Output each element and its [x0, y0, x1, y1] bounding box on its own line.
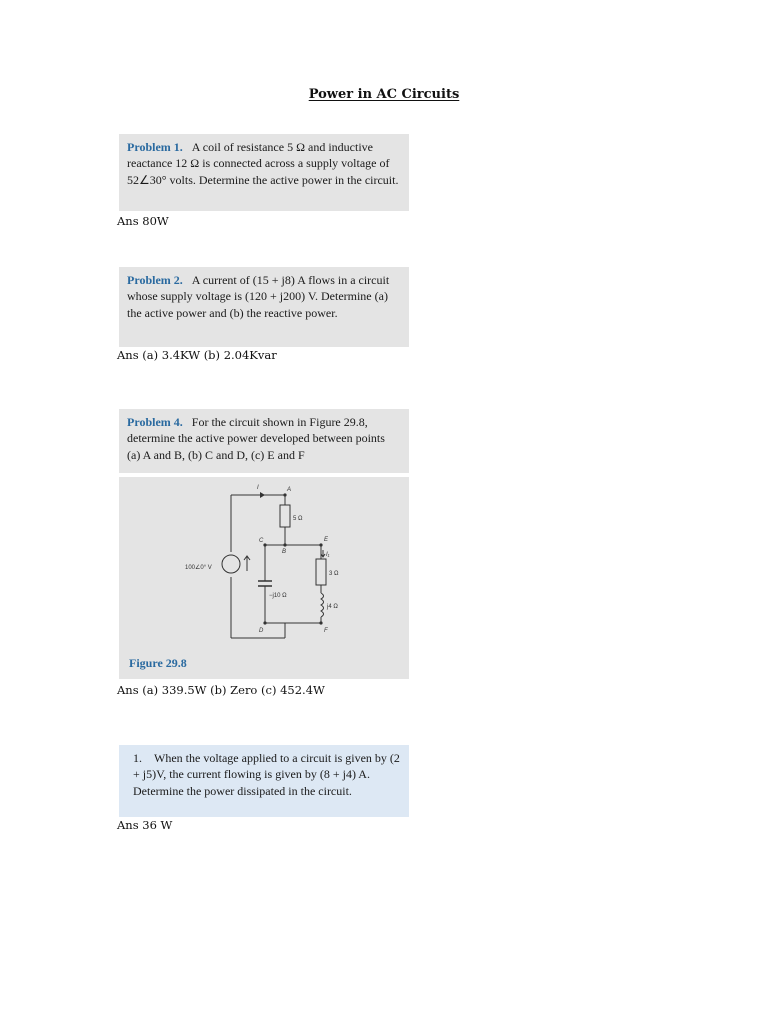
page-title-text: Power in AC Circuits — [308, 87, 460, 102]
label-node-e: E — [324, 537, 329, 543]
problem-4-text: For the circuit shown in Figure 29.8, determine the active power developed between points (a) A and B, (b) C and D, (c) E and F — [127, 415, 385, 462]
problem-4-answer: Ans (a) 339.5W (b) Zero (c) 452.4W — [117, 683, 325, 697]
label-node-b: B — [282, 549, 287, 555]
problem-2-answer: Ans (a) 3.4KW (b) 2.04Kvar — [117, 348, 277, 362]
problem-4-label: Problem 4. — [127, 415, 183, 429]
label-current: I — [257, 485, 259, 491]
label-node-a: A — [287, 487, 292, 493]
label-node-c: C — [259, 538, 264, 544]
inductor-j4-ohm — [321, 593, 324, 617]
problem-1-answer: Ans 80W — [117, 214, 169, 228]
label-node-d: D — [259, 628, 264, 634]
page-title — [0, 87, 768, 102]
figure-caption: Figure 29.8 — [129, 656, 187, 670]
label-current-i1: I₁ — [326, 552, 330, 558]
label-r1: 5 Ω — [293, 516, 303, 522]
problem-2-box — [119, 267, 409, 347]
exercise-1-text: When the voltage applied to a circuit is given by (2 + j5)V, the current flowing is given by (8 + j4) A. Determine the power dissipated in the circuit. — [133, 751, 400, 798]
problem-1-text: A coil of resistance 5 Ω and inductive reactance 12 Ω is connected across a supply voltage of 52∠30° volts. Determine the active power in the circuit. — [127, 140, 399, 187]
resistor-3-ohm — [316, 559, 326, 585]
label-r2: 3 Ω — [329, 571, 339, 577]
exercise-1-answer: Ans 36 W — [117, 818, 173, 832]
voltage-source-symbol — [222, 555, 240, 573]
figure-29-8 — [119, 477, 409, 679]
circuit-diagram — [119, 477, 409, 679]
problem-1-box — [119, 134, 409, 211]
label-source: 100∠0° V — [185, 565, 212, 571]
exercise-1-box — [119, 745, 409, 817]
label-node-f: F — [324, 628, 328, 634]
label-inductor: j4 Ω — [327, 604, 338, 610]
problem-1-label: Problem 1. — [127, 140, 183, 154]
resistor-5-ohm — [280, 505, 290, 527]
problem-2-text: A current of (15 + j8) A flows in a circuit whose supply voltage is (120 + j200) V. Determine (a) the active power and (b) the reactive power. — [127, 273, 390, 320]
problem-2-label: Problem 2. — [127, 273, 183, 287]
exercise-1-number: 1. — [133, 751, 142, 765]
problem-4-box — [119, 409, 409, 473]
label-capacitor: −j10 Ω — [269, 593, 287, 599]
